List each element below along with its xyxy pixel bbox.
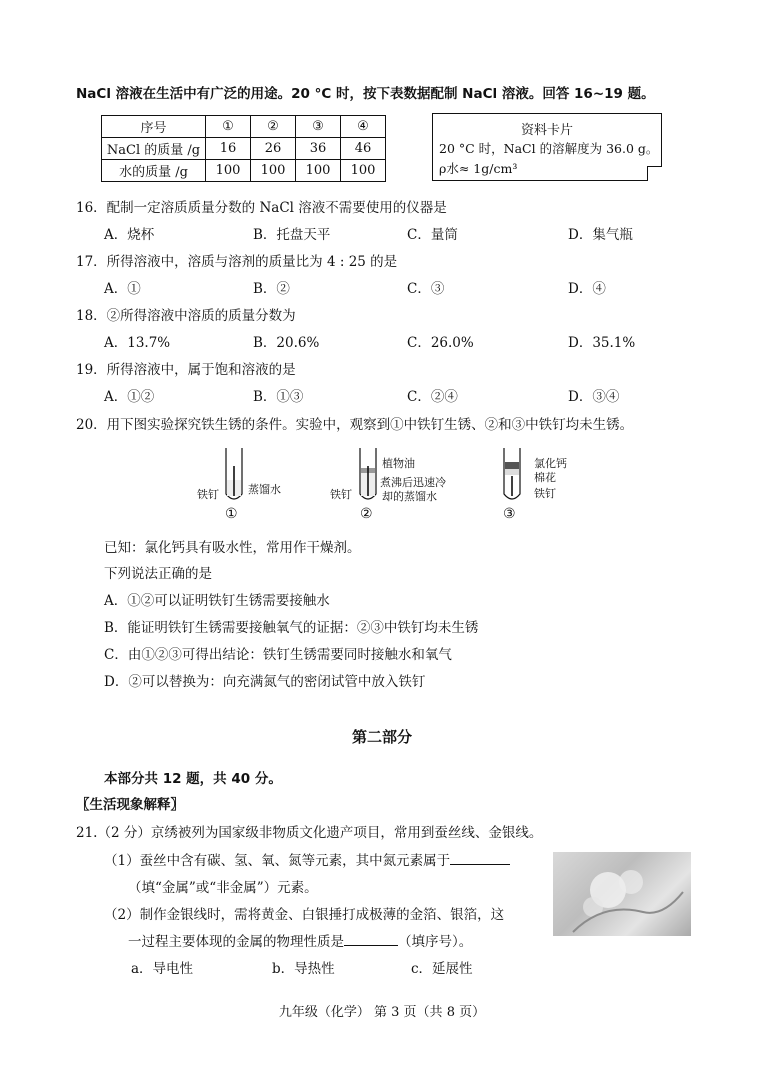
prompt-text: 下列说法正确的是 bbox=[104, 566, 212, 582]
option-c: c．延展性 bbox=[411, 961, 473, 977]
q21-part2-text-b: 一过程主要体现的金属的物理性质是 bbox=[128, 934, 344, 950]
fig3-label-cacl2: 氯化钙 bbox=[534, 457, 567, 470]
test-tube-1-icon bbox=[222, 446, 246, 506]
test-tube-3-icon bbox=[500, 446, 524, 506]
option-d: D．④ bbox=[568, 281, 606, 297]
option-b: B．20.6% bbox=[253, 335, 320, 351]
table-cell: 100 bbox=[296, 160, 341, 182]
fig2-number: ② bbox=[360, 506, 373, 522]
option-c: C．量筒 bbox=[407, 227, 458, 243]
fig3-label-nail: 铁钉 bbox=[534, 487, 556, 500]
option-b: B．①③ bbox=[253, 389, 304, 405]
fig2-label-nail: 铁钉 bbox=[330, 488, 352, 501]
table-cell: 100 bbox=[341, 160, 386, 182]
option-a: A．①②可以证明铁钉生锈需要接触水 bbox=[104, 593, 330, 609]
option-c: C．③ bbox=[407, 281, 445, 297]
table-cell: 46 bbox=[341, 138, 386, 160]
intro-text: NaCl 溶液在生活中有广泛的用途。20 °C 时，按下表数据配制 NaCl 溶液。回答 16~19 题。 bbox=[76, 86, 655, 102]
info-card bbox=[432, 113, 662, 181]
option-a: A．烧杯 bbox=[104, 227, 155, 243]
option-a: A．①② bbox=[104, 389, 155, 405]
part-title: 第二部分 bbox=[351, 728, 412, 746]
table-row bbox=[102, 116, 386, 138]
table-cell: 100 bbox=[251, 160, 296, 182]
known-text: 已知：氯化钙具有吸水性，常用作干燥剂。 bbox=[104, 540, 361, 556]
table-cell: NaCl 的质量 /g bbox=[102, 138, 206, 160]
section-label: 〖生活现象解释〗 bbox=[76, 797, 184, 813]
option-c: C．由①②③可得出结论：铁钉生锈需要同时接触水和氧气 bbox=[104, 647, 452, 663]
option-d: D．集气瓶 bbox=[568, 227, 633, 243]
flower-embroidery-icon bbox=[553, 852, 691, 936]
option-a: A．13.7% bbox=[104, 335, 171, 351]
card-line: 20 °C 时，NaCl 的溶解度为 36.0 g。 bbox=[439, 141, 659, 156]
option-d: D．35.1% bbox=[568, 335, 636, 351]
option-b: B．② bbox=[253, 281, 290, 297]
test-tube-2-icon bbox=[356, 446, 380, 506]
fig3-label-cotton: 棉花 bbox=[534, 471, 556, 484]
card-line: ρ水≈ 1g/cm³ bbox=[439, 161, 518, 176]
question-19: 19．所得溶液中，属于饱和溶液的是 bbox=[76, 362, 296, 378]
table-header-cell: ④ bbox=[341, 116, 386, 138]
option-d: D．②可以替换为：向充满氮气的密闭试管中放入铁钉 bbox=[104, 674, 426, 690]
answer-blank bbox=[450, 850, 510, 865]
table-header-cell: 序号 bbox=[102, 116, 206, 138]
fig2-label-oil: 植物油 bbox=[382, 457, 415, 470]
answer-blank bbox=[344, 931, 398, 946]
option-c: C．②④ bbox=[407, 389, 458, 405]
table-cell: 36 bbox=[296, 138, 341, 160]
option-a: A．① bbox=[104, 281, 141, 297]
q21-part2-text: （2）制作金银线时，需将黄金、白银捶打成极薄的金箔、银箔，这 bbox=[104, 907, 505, 923]
option-b: B．能证明铁钉生锈需要接触氧气的证据：②③中铁钉均未生锈 bbox=[104, 620, 479, 636]
card-title: 资料卡片 bbox=[520, 123, 573, 138]
question-20: 20．用下图实验探究铁生锈的条件。实验中，观察到①中铁钉生锈、②和③中铁钉均未生锈。 bbox=[76, 417, 634, 433]
embroidery-photo bbox=[553, 852, 691, 936]
fig2-label-water: 煮沸后迅速冷 bbox=[380, 476, 446, 489]
option-d: D．③④ bbox=[568, 389, 620, 405]
table-cell: 水的质量 /g bbox=[102, 160, 206, 182]
part-desc: 本部分共 12 题，共 40 分。 bbox=[104, 771, 282, 787]
table-row bbox=[102, 160, 386, 182]
table-header-cell: ③ bbox=[296, 116, 341, 138]
table-cell: 16 bbox=[206, 138, 251, 160]
option-a: a．导电性 bbox=[131, 961, 194, 977]
table-row bbox=[102, 138, 386, 160]
table-header-cell: ② bbox=[251, 116, 296, 138]
q21-part2-text-c: （填序号）。 bbox=[398, 934, 473, 950]
q21-part1 bbox=[104, 849, 510, 869]
table-cell: 100 bbox=[206, 160, 251, 182]
fig2-label-water-2: 却的蒸馏水 bbox=[382, 490, 437, 503]
question-18: 18．②所得溶液中溶质的质量分数为 bbox=[76, 308, 296, 324]
nacl-data-table bbox=[101, 115, 386, 182]
option-c: C．26.0% bbox=[407, 335, 474, 351]
page-footer: 九年级（化学） 第 3 页（共 8 页） bbox=[278, 1005, 486, 1020]
question-16: 16．配制一定溶质质量分数的 NaCl 溶液不需要使用的仪器是 bbox=[76, 200, 447, 216]
q21-part1-text: （1）蚕丝中含有碳、氢、氧、氮等元素，其中氮元素属于 bbox=[104, 853, 451, 869]
option-b: B．托盘天平 bbox=[253, 227, 331, 243]
fig3-number: ③ bbox=[503, 506, 516, 522]
option-b: b．导热性 bbox=[272, 961, 335, 977]
q21-part2-cont bbox=[128, 930, 472, 950]
fig1-number: ① bbox=[225, 506, 238, 522]
fig1-label-water: 蒸馏水 bbox=[248, 483, 281, 496]
table-cell: 26 bbox=[251, 138, 296, 160]
fig1-label-nail: 铁钉 bbox=[197, 488, 219, 501]
q21-part1-cont: （填“金属”或“非金属”）元素。 bbox=[128, 880, 318, 896]
table-header-cell: ① bbox=[206, 116, 251, 138]
question-17: 17．所得溶液中，溶质与溶剂的质量比为 4 : 25 的是 bbox=[76, 254, 398, 270]
page-curl-icon bbox=[647, 166, 662, 181]
question-21: 21.（2 分）京绣被列为国家级非物质文化遗产项目，常用到蚕丝线、金银线。 bbox=[76, 825, 543, 841]
